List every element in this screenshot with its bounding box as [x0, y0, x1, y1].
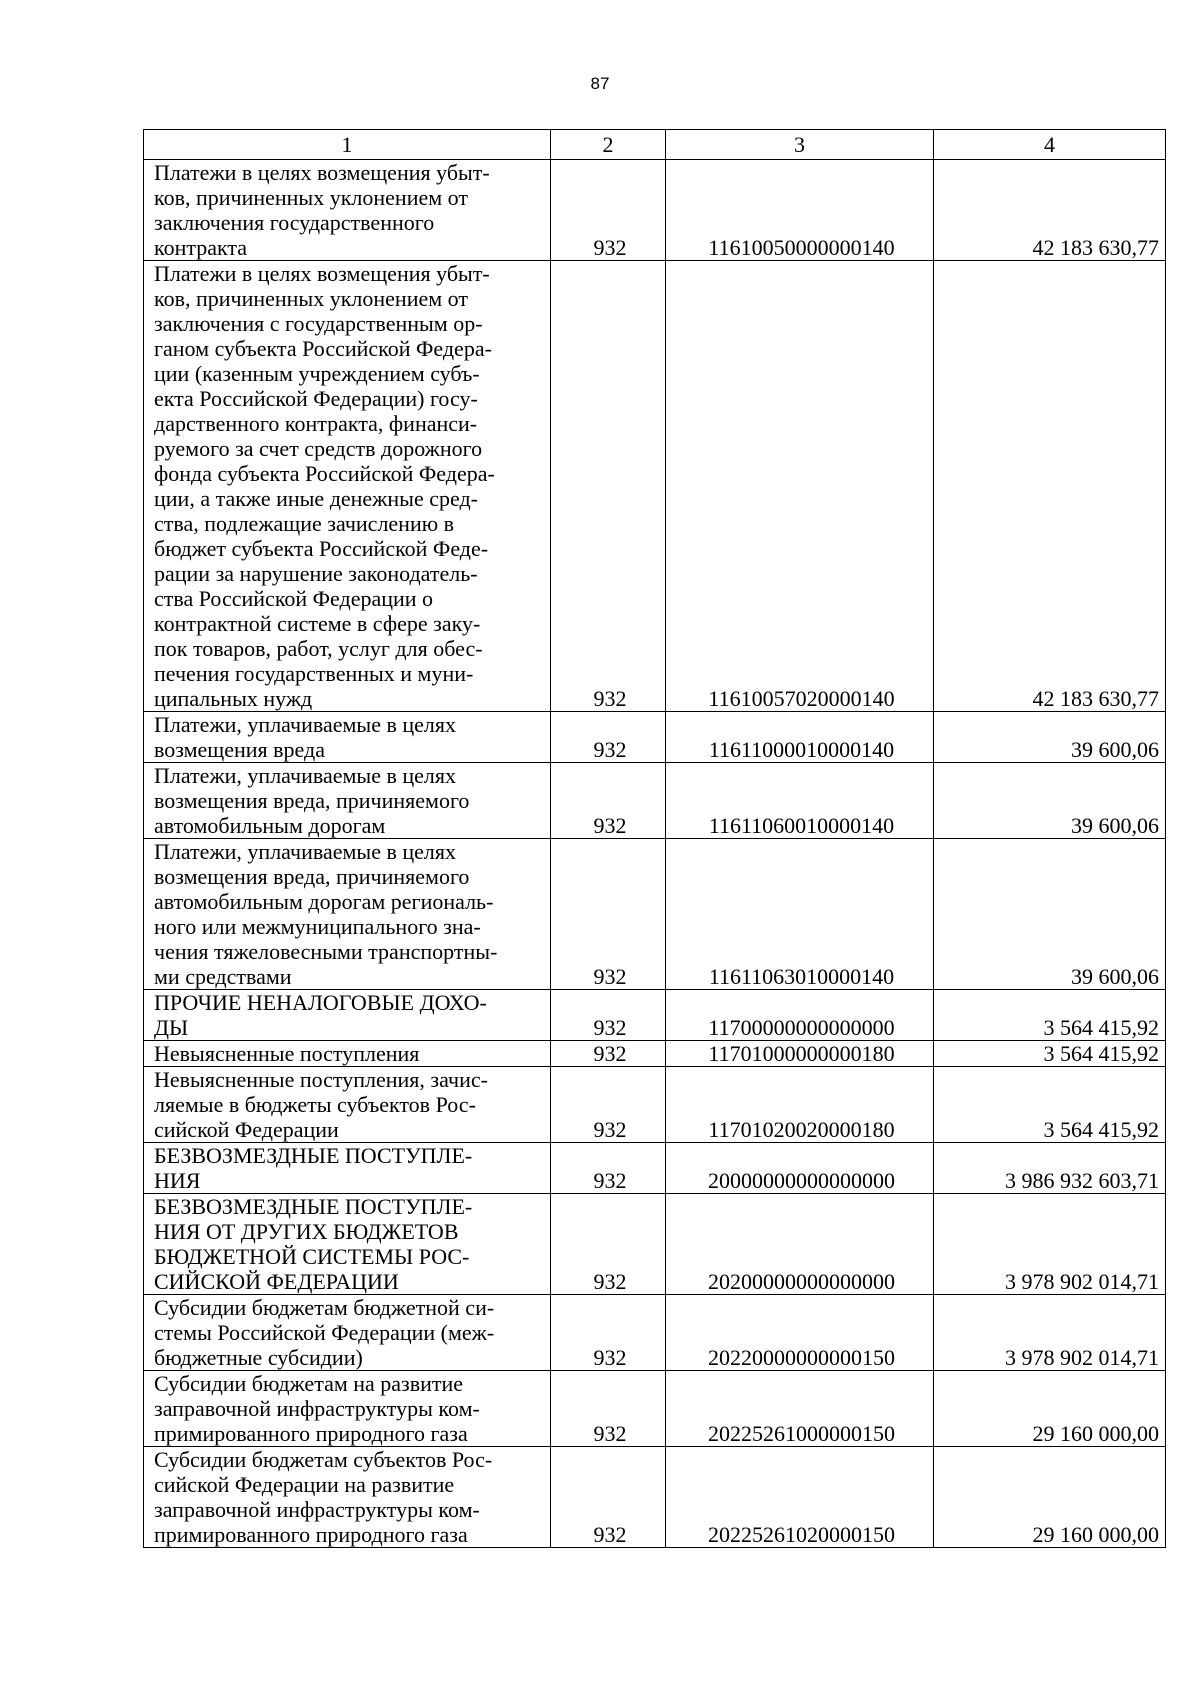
admin-code: 932 [551, 1143, 666, 1194]
admin-code: 932 [551, 1041, 666, 1067]
budget-classification-code: 20220000000000150 [666, 1295, 934, 1371]
column-header-1: 1 [144, 130, 551, 160]
description-line: бюджетные субсидии) [154, 1345, 363, 1370]
revenue-amount: 3 564 415,92 [934, 1067, 1166, 1143]
header-row [144, 130, 1166, 160]
description-line: заправочной инфраструктуры ком- [154, 1396, 480, 1421]
description-line: возмещения вреда [154, 737, 325, 762]
description-line: Невыясненные поступления, зачис- [154, 1067, 488, 1092]
table-row [144, 712, 1166, 763]
row-description [144, 1143, 551, 1194]
budget-classification-code: 11700000000000000 [666, 990, 934, 1041]
table-row [144, 1041, 1166, 1067]
table-row [144, 1447, 1166, 1548]
description-line: бюджет субъекта Российской Феде- [154, 536, 489, 561]
budget-classification-code: 20225261000000150 [666, 1371, 934, 1447]
description-line: Платежи в целях возмещения убыт- [154, 160, 490, 185]
description-line: ции, а также иные денежные сред- [154, 486, 478, 511]
row-description [144, 1447, 551, 1548]
description-line: НИЯ ОТ ДРУГИХ БЮДЖЕТОВ [154, 1219, 459, 1244]
admin-code: 932 [551, 1371, 666, 1447]
page-number: 87 [590, 74, 610, 93]
row-description [144, 990, 551, 1041]
description-line: Субсидии бюджетам бюджетной си- [154, 1295, 495, 1320]
admin-code: 932 [551, 261, 666, 712]
description-line: дарственного контракта, финанси- [154, 411, 478, 436]
budget-classification-code: 11701020020000180 [666, 1067, 934, 1143]
table-row [144, 1371, 1166, 1447]
description-line: Платежи, уплачиваемые в целях [154, 763, 457, 788]
revenue-amount: 29 160 000,00 [934, 1371, 1166, 1447]
revenue-amount: 3 978 902 014,71 [934, 1194, 1166, 1295]
table-row [144, 1194, 1166, 1295]
admin-code: 932 [551, 712, 666, 763]
budget-classification-code: 20000000000000000 [666, 1143, 934, 1194]
description-line: ства Российской Федерации о [154, 586, 434, 611]
description-line: заключения государственного [154, 210, 435, 235]
budget-classification-code: 11610057020000140 [666, 261, 934, 712]
budget-classification-code: 11611063010000140 [666, 839, 934, 990]
description-line: НИЯ [154, 1168, 201, 1193]
admin-code: 932 [551, 1067, 666, 1143]
admin-code: 932 [551, 1194, 666, 1295]
description-line: Субсидии бюджетам на развитие [154, 1371, 464, 1396]
row-description [144, 1295, 551, 1371]
description-line: пок товаров, работ, услуг для обес- [154, 636, 483, 661]
row-description [144, 712, 551, 763]
description-line: Субсидии бюджетам субъектов Рос- [154, 1447, 493, 1472]
row-description [144, 1041, 551, 1067]
description-line: сийской Федерации [154, 1117, 339, 1142]
row-description [144, 261, 551, 712]
description-line: ции (казенным учреждением субъ- [154, 361, 480, 386]
admin-code: 932 [551, 990, 666, 1041]
table-row [144, 160, 1166, 261]
description-line: Платежи, уплачиваемые в целях [154, 712, 457, 737]
description-line: печения государственных и муни- [154, 661, 474, 686]
revenue-amount: 39 600,06 [934, 712, 1166, 763]
revenue-amount: 42 183 630,77 [934, 160, 1166, 261]
budget-revenue-table [143, 129, 1166, 1548]
description-line: БЮДЖЕТНОЙ СИСТЕМЫ РОС- [154, 1244, 470, 1269]
description-line: БЕЗВОЗМЕЗДНЫЕ ПОСТУПЛЕ- [154, 1143, 473, 1168]
description-line: фонда субъекта Российской Федера- [154, 461, 495, 486]
description-line: ПРОЧИЕ НЕНАЛОГОВЫЕ ДОХО- [154, 990, 487, 1015]
budget-classification-code: 11611060010000140 [666, 763, 934, 839]
description-line: контракта [154, 235, 248, 260]
description-line: БЕЗВОЗМЕЗДНЫЕ ПОСТУПЛЕ- [154, 1194, 473, 1219]
budget-classification-code: 11611000010000140 [666, 712, 934, 763]
admin-code: 932 [551, 1447, 666, 1548]
revenue-amount: 29 160 000,00 [934, 1447, 1166, 1548]
budget-classification-code: 20225261020000150 [666, 1447, 934, 1548]
description-line: ДЫ [154, 1015, 189, 1040]
table-row [144, 1067, 1166, 1143]
description-line: руемого за счет средств дорожного [154, 436, 483, 461]
description-line: сийской Федерации на развитие [154, 1472, 455, 1497]
description-line: ляемые в бюджеты субъектов Рос- [154, 1092, 476, 1117]
row-description [144, 1067, 551, 1143]
table-row [144, 990, 1166, 1041]
description-line: заправочной инфраструктуры ком- [154, 1497, 480, 1522]
row-description [144, 1371, 551, 1447]
description-line: ков, причиненных уклонением от [154, 185, 468, 210]
budget-classification-code: 11701000000000180 [666, 1041, 934, 1067]
description-line: чения тяжеловесными транспортны- [154, 939, 498, 964]
description-line: Платежи в целях возмещения убыт- [154, 261, 490, 286]
table-body [144, 160, 1166, 1548]
description-line: возмещения вреда, причиняемого [154, 788, 470, 813]
revenue-amount: 3 564 415,92 [934, 990, 1166, 1041]
description-line: автомобильным дорогам региональ- [154, 889, 494, 914]
revenue-amount: 39 600,06 [934, 763, 1166, 839]
column-header-4: 4 [934, 130, 1166, 160]
description-line: ков, причиненных уклонением от [154, 286, 468, 311]
description-line: ства, подлежащие зачислению в [154, 511, 455, 536]
description-line: контрактной системе в сфере заку- [154, 611, 481, 636]
column-header-3: 3 [666, 130, 934, 160]
row-description [144, 160, 551, 261]
row-description [144, 1194, 551, 1295]
column-header-2: 2 [551, 130, 666, 160]
description-line: ципальных нужд [154, 686, 313, 711]
description-line: ного или межмуниципального зна- [154, 914, 481, 939]
description-line: примированного природного газа [154, 1421, 468, 1446]
description-line: рации за нарушение законодатель- [154, 561, 478, 586]
table-row [144, 839, 1166, 990]
revenue-amount: 3 564 415,92 [934, 1041, 1166, 1067]
row-description [144, 839, 551, 990]
admin-code: 932 [551, 1295, 666, 1371]
revenue-amount: 3 986 932 603,71 [934, 1143, 1166, 1194]
description-line: примированного природного газа [154, 1522, 468, 1547]
description-line: СИЙСКОЙ ФЕДЕРАЦИИ [154, 1269, 399, 1294]
description-line: заключения с государственным ор- [154, 311, 483, 336]
description-line: стемы Российской Федерации (меж- [154, 1320, 495, 1345]
admin-code: 932 [551, 160, 666, 261]
row-description [144, 763, 551, 839]
revenue-amount: 39 600,06 [934, 839, 1166, 990]
description-line: ми средствами [154, 964, 292, 989]
admin-code: 932 [551, 839, 666, 990]
table-row [144, 1295, 1166, 1371]
revenue-amount: 42 183 630,77 [934, 261, 1166, 712]
description-line: ганом субъекта Российской Федера- [154, 336, 492, 361]
admin-code: 932 [551, 763, 666, 839]
description-line: возмещения вреда, причиняемого [154, 864, 470, 889]
description-line: Невыясненные поступления [154, 1041, 420, 1066]
description-line: автомобильным дорогам [154, 813, 386, 838]
description-line: екта Российской Федерации) госу- [154, 386, 478, 411]
budget-classification-code: 11610050000000140 [666, 160, 934, 261]
budget-classification-code: 20200000000000000 [666, 1194, 934, 1295]
table-row [144, 1143, 1166, 1194]
table-row [144, 763, 1166, 839]
description-line: Платежи, уплачиваемые в целях [154, 839, 457, 864]
table-row [144, 261, 1166, 712]
revenue-amount: 3 978 902 014,71 [934, 1295, 1166, 1371]
